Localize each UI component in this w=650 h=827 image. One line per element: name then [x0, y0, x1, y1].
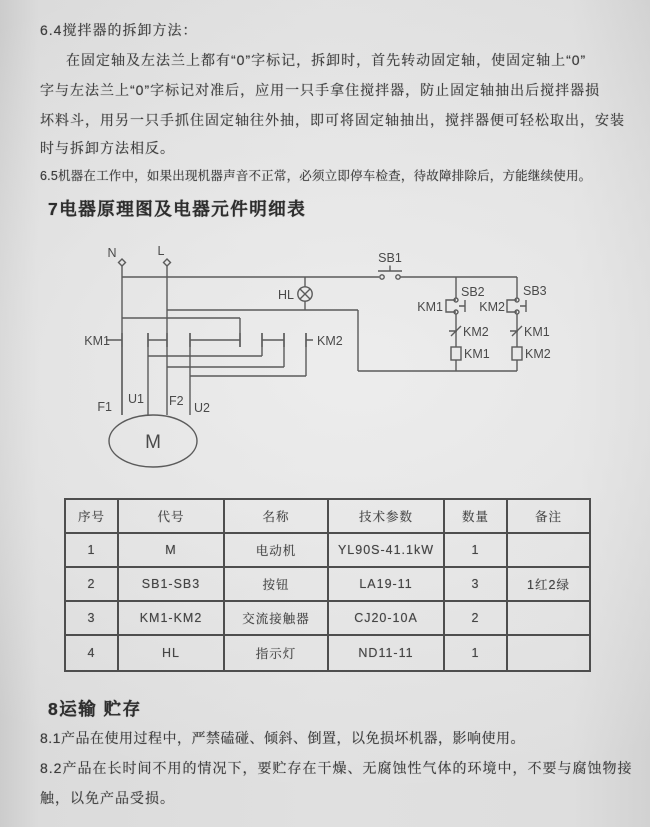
- table-cell: [508, 534, 589, 568]
- section-6-4-line2: 字与左法兰上“0”字标记对准后，应用一只手拿住搅拌器，防止固定轴抽出后搅拌器损: [40, 82, 601, 98]
- table-cell: 3: [445, 568, 508, 602]
- table-header-remark: 备注: [508, 500, 589, 534]
- label-sb3: SB3: [523, 284, 547, 298]
- table-cell: ND11-11: [329, 636, 445, 670]
- table-cell: 1: [445, 534, 508, 568]
- table-cell: [508, 636, 589, 670]
- circuit-diagram: [0, 240, 650, 490]
- label-km2-bank: KM2: [317, 334, 343, 348]
- table-cell: 1: [445, 636, 508, 670]
- label-u1: U1: [128, 392, 144, 406]
- table-cell: [508, 602, 589, 636]
- table-cell: CJ20-10A: [329, 602, 445, 636]
- table-cell: 交流接触器: [225, 602, 329, 636]
- km2-coil-icon: [512, 347, 522, 360]
- section-6-4-line4: 时与拆卸方法相反。: [40, 140, 175, 156]
- label-br2-aux: KM2: [479, 300, 505, 314]
- section-7-heading: 7电器原理图及电器元件明细表: [48, 199, 307, 219]
- table-cell: YL90S-41.1kW: [329, 534, 445, 568]
- table-cell: 1红2绿: [508, 568, 589, 602]
- table-cell: SB1-SB3: [119, 568, 225, 602]
- table-cell: 2: [445, 602, 508, 636]
- table-header-qty: 数量: [445, 500, 508, 534]
- terminal-n-icon: [119, 259, 126, 266]
- section-8-1-text: 8.1产品在使用过程中，严禁磕碰、倾斜、倒置，以免损坏机器，影响使用。: [40, 730, 525, 746]
- table-cell: KM1-KM2: [119, 602, 225, 636]
- section-6-4-line3: 坏料斗，用另一只手抓住固定轴往外抽，即可将固定轴抽出，搅拌器便可轻松取出，安装: [40, 112, 625, 128]
- circuit-labels: [84, 244, 550, 453]
- sb1-switch-icon: [378, 266, 402, 272]
- section-8-heading: 8运输 贮存: [48, 699, 142, 719]
- section-6-4-title: 6.4搅拌器的拆卸方法：: [40, 22, 198, 38]
- section-6-4-line1: 在固定轴及左法兰上都有“0”字标记，拆卸时，首先转动固定轴，使固定轴上“0”: [66, 52, 587, 68]
- label-br1-coil: KM1: [464, 347, 490, 361]
- label-l: L: [157, 244, 165, 258]
- label-br1-nc: KM2: [463, 325, 489, 339]
- section-6-5-text: 6.5机器在工作中，如果出现机器声音不正常，必须立即停车检查，待故障排除后，方能继续使用。: [40, 169, 592, 183]
- table-header-index: 序号: [66, 500, 119, 534]
- label-br2-nc: KM1: [524, 325, 550, 339]
- table-cell: 指示灯: [225, 636, 329, 670]
- table-cell: 电动机: [225, 534, 329, 568]
- label-br1-aux: KM1: [417, 300, 443, 314]
- table-header-spec: 技术参数: [329, 500, 445, 534]
- table-header-name: 名称: [225, 500, 329, 534]
- terminal-l-icon: [164, 259, 171, 266]
- table-cell: 1: [66, 534, 119, 568]
- table-cell: 2: [66, 568, 119, 602]
- table-cell: 4: [66, 636, 119, 670]
- label-u2: U2: [194, 401, 210, 415]
- table-cell: 按钮: [225, 568, 329, 602]
- label-f1: F1: [97, 400, 112, 414]
- section-8-2-line2: 触，以免产品受损。: [40, 790, 175, 806]
- parts-table: [64, 498, 591, 672]
- km2-nc-contact-icon: [449, 326, 461, 336]
- label-sb1: SB1: [378, 251, 402, 265]
- table-cell: 3: [66, 602, 119, 636]
- section-8-2-line1: 8.2产品在长时间不用的情况下，要贮存在干燥、无腐蚀性气体的环境中，不要与腐蚀物接: [40, 760, 633, 776]
- table-header-code: 代号: [119, 500, 225, 534]
- km1-coil-icon: [451, 347, 461, 360]
- label-br2-coil: KM2: [525, 347, 551, 361]
- km1-nc-contact-icon: [510, 326, 522, 336]
- label-hl: HL: [278, 288, 294, 302]
- label-n: N: [107, 246, 117, 260]
- label-f2: F2: [169, 394, 184, 408]
- label-motor-m: M: [145, 432, 161, 453]
- table-cell: M: [119, 534, 225, 568]
- label-sb2: SB2: [461, 285, 485, 299]
- label-km1-bank: KM1: [84, 334, 110, 348]
- table-cell: HL: [119, 636, 225, 670]
- table-cell: LA19-11: [329, 568, 445, 602]
